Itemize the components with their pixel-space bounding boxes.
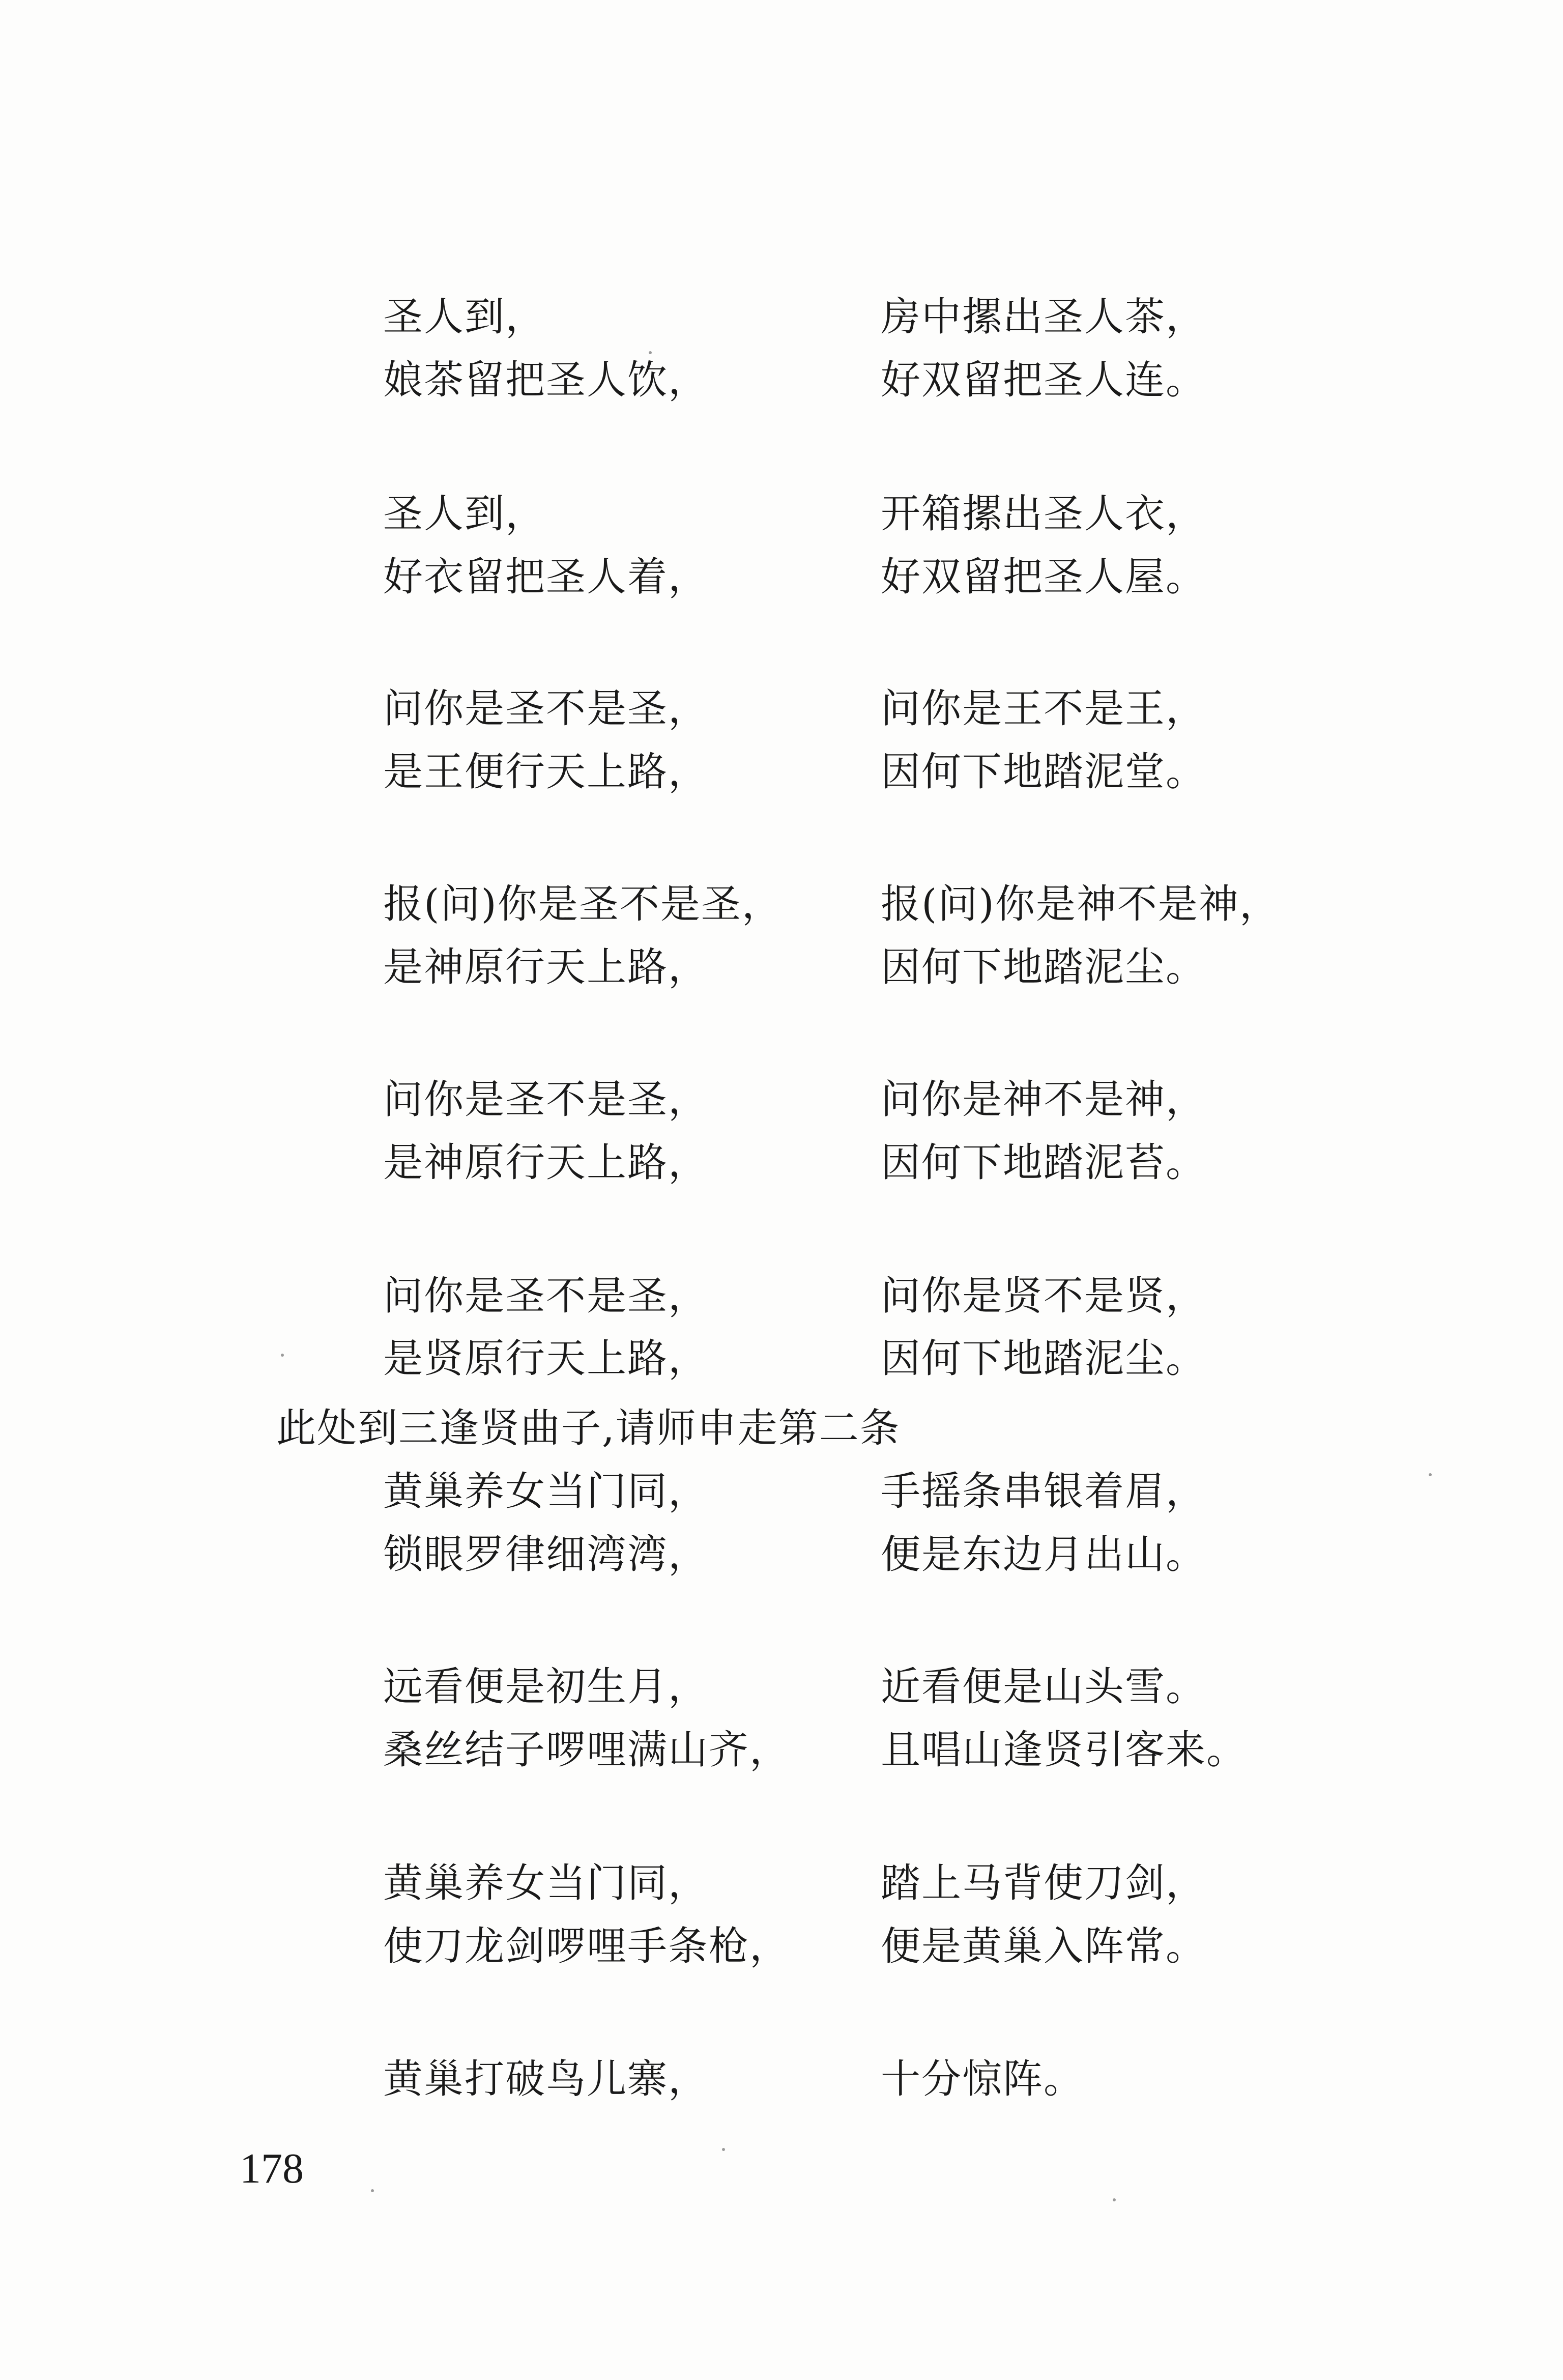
- verse-line-left: 黄巢打破鸟儿寨，: [383, 2056, 709, 2102]
- verse-line-left: 问你是圣不是圣，: [383, 1077, 709, 1123]
- scan-speck: [649, 351, 652, 354]
- verse-line-left: 桑丝结子啰哩满山齐，: [383, 1727, 791, 1773]
- verse-line-right: 因何下地踏泥苔。: [881, 1140, 1207, 1186]
- verse-line-left: 圣人到，: [383, 294, 546, 340]
- verse-line-right: 房中摞出圣人茶，: [881, 294, 1207, 340]
- verse-line-left: 远看便是初生月，: [383, 1664, 709, 1710]
- verse-line-left: 是神原行天上路，: [383, 944, 709, 990]
- verse-line-left: 好衣留把圣人着，: [383, 554, 709, 600]
- verse-line-left: 圣人到，: [383, 491, 546, 537]
- scan-speck: [281, 1354, 284, 1357]
- verse-line-left: 黄巢养女当门同，: [383, 1860, 709, 1906]
- verse-line-left: 是神原行天上路，: [383, 1140, 709, 1186]
- scan-speck: [1113, 2198, 1116, 2201]
- performance-note: 此处到三逢贤曲子,请师申走第二条: [276, 1406, 901, 1451]
- verse-line-right: 踏上马背使刀剑，: [881, 1860, 1207, 1906]
- verse-line-right: 便是东边月出山。: [881, 1532, 1207, 1578]
- verse-line-right: 因何下地踏泥尘。: [881, 944, 1207, 990]
- verse-line-right: 开箱摞出圣人衣，: [881, 491, 1207, 537]
- verse-line-left: 是王便行天上路，: [383, 749, 709, 795]
- verse-line-left: 娘茶留把圣人饮，: [383, 357, 709, 403]
- scan-speck: [722, 2148, 725, 2151]
- verse-line-right: 好双留把圣人屋。: [881, 554, 1207, 600]
- verse-line-left: 报(问)你是圣不是圣，: [383, 881, 783, 927]
- verse-line-left: 黄巢养女当门同，: [383, 1469, 709, 1514]
- verse-line-left: 问你是圣不是圣，: [383, 1273, 709, 1319]
- verse-line-left: 使刀龙剑啰哩手条枪，: [383, 1924, 791, 1969]
- scan-speck: [371, 2189, 374, 2192]
- verse-line-right: 近看便是山头雪。: [881, 1664, 1207, 1710]
- verse-line-right: 问你是王不是王，: [881, 686, 1207, 732]
- verse-line-right: 便是黄巢入阵常。: [881, 1924, 1207, 1969]
- verse-line-right: 报(问)你是神不是神，: [881, 881, 1280, 927]
- page-number: 178: [240, 2145, 304, 2192]
- verse-line-right: 好双留把圣人连。: [881, 357, 1207, 403]
- scan-speck: [1429, 1473, 1432, 1476]
- verse-line-left: 是贤原行天上路，: [383, 1336, 709, 1382]
- verse-line-right: 问你是神不是神，: [881, 1077, 1207, 1123]
- verse-line-right: 十分惊阵。: [881, 2056, 1085, 2102]
- verse-line-left: 锁眼罗律细湾湾，: [383, 1532, 709, 1578]
- verse-line-right: 因何下地踏泥堂。: [881, 749, 1207, 795]
- verse-line-right: 问你是贤不是贤，: [881, 1273, 1207, 1319]
- verse-line-right: 手摇条串银着眉，: [881, 1469, 1207, 1514]
- verse-line-right: 因何下地踏泥尘。: [881, 1336, 1207, 1382]
- verse-line-left: 问你是圣不是圣，: [383, 686, 709, 732]
- verse-line-right: 且唱山逢贤引客来。: [881, 1727, 1248, 1773]
